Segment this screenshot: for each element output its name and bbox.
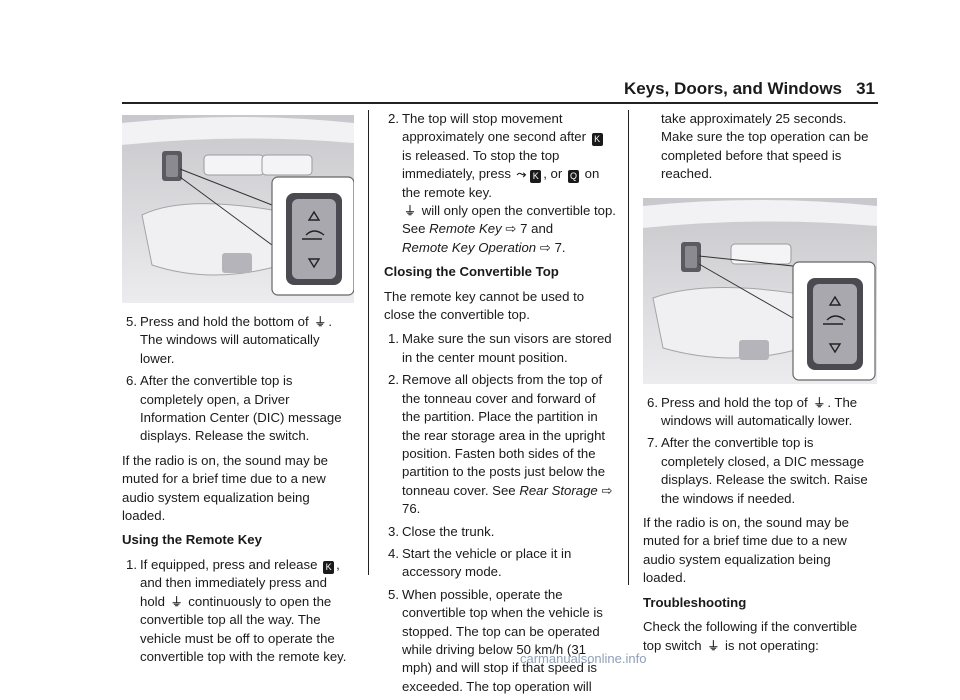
convertible-top-icon: ⏚ bbox=[170, 594, 183, 609]
column-2 bbox=[384, 110, 616, 700]
header-rule bbox=[122, 102, 878, 104]
list-item: 6. Press and hold the top of ⏚ . The windows will automatically lower. bbox=[647, 394, 858, 429]
switch-illustration bbox=[122, 115, 354, 303]
unlock-key-icon: K bbox=[530, 170, 541, 183]
paragraph: If the radio is on, the sound may be muted for a brief time due to a new audio system equalization being loaded. bbox=[643, 515, 849, 586]
arrow-icon: ⇨ bbox=[539, 239, 551, 255]
paragraph: The remote key cannot be used to close the convertible top. bbox=[384, 288, 585, 323]
arrow-icon: ⇨ bbox=[505, 221, 517, 237]
list-item: 6. After the convertible top is completely open, a Driver Information Center (DIC) message displays. Release the switch. bbox=[126, 373, 342, 444]
list-item: 2. The top will stop movement approximately one second after K is released. To stop the top immediately, press ⤳ K , or Q on the remote key. ⏚ will only open the convertible top. See Remote Key ⇨ 7 and Remote Key Operation ⇨ 7. bbox=[388, 111, 616, 255]
paragraph: If the radio is on, the sound may be muted for a brief time due to a new audio system equalization being loaded. bbox=[122, 452, 328, 524]
door-switch-drawing bbox=[122, 115, 354, 303]
lock-key-icon: Q bbox=[569, 171, 577, 182]
subheading: Closing the Convertible Top bbox=[384, 264, 559, 280]
column-3 bbox=[643, 110, 877, 661]
list-item: 5. Press and hold the bottom of ⏚ . The windows will automatically lower. bbox=[126, 314, 332, 366]
column-1 bbox=[122, 110, 354, 670]
column-divider bbox=[368, 110, 369, 575]
section-title: Keys, Doors, and Windows bbox=[623, 79, 842, 98]
convertible-top-icon: ⏚ bbox=[314, 315, 327, 329]
list-item: 1. Make sure the sun visors are stored in the center mount position. bbox=[388, 331, 612, 365]
cross-reference[interactable]: Remote Key bbox=[429, 221, 502, 237]
cross-reference[interactable]: Rear Storage bbox=[519, 482, 598, 498]
watermark: carmanualsonline.info bbox=[520, 651, 647, 666]
convertible-top-icon: ⏚ bbox=[404, 204, 417, 219]
switch-illustration bbox=[643, 198, 877, 384]
convertible-top-icon: ⏚ bbox=[813, 395, 826, 410]
unlock-key-icon: K bbox=[323, 561, 334, 574]
convertible-top-icon: ⏚ bbox=[707, 638, 720, 653]
list-item: 5. When possible, operate the convertible top when the vehicle is stopped. The top can be operated while driving below 50 km/h (31 mph) and will stop if that speed is exceeded. The top operation will bbox=[388, 586, 603, 694]
unlock-key-icon: K bbox=[592, 133, 603, 146]
door-switch-drawing bbox=[643, 198, 877, 384]
page-number: 31 bbox=[856, 79, 875, 98]
paragraph: Check the following if the convertible top switch ⏚ is not operating: bbox=[643, 618, 877, 655]
cross-reference[interactable]: Remote Key Operation bbox=[402, 239, 537, 255]
list-item: 1. If equipped, press and release K , and then immediately press and hold ⏚ continuously to open the convertible top all the way. The vehicle must be off to operate the convertible top with the remote key. bbox=[126, 556, 347, 664]
subheading: Troubleshooting bbox=[643, 594, 747, 610]
continued-text: take approximately 25 seconds. Make sure the top operation can be completed before that speed is reached. bbox=[661, 111, 869, 182]
column-divider bbox=[628, 110, 629, 585]
list-item: 4. Start the vehicle or place it in accessory mode. bbox=[388, 545, 572, 580]
list-item: 3. Close the trunk. bbox=[388, 523, 495, 539]
list-item: 7. After the convertible top is completely closed, a DIC message displays. Release the switch. Raise the windows if needed. bbox=[647, 435, 868, 506]
list-item: 2. Remove all objects from the top of the tonneau cover and forward of the partition. Place the partition in the rear storage area in the upright position. Fasten both sides of the partition to the posts just below the tonneau cover. See Rear Storage ⇨ 76. bbox=[388, 372, 613, 517]
arrow-icon: ⇨ bbox=[601, 482, 613, 498]
subheading: Using the Remote Key bbox=[122, 532, 262, 548]
trunk-icon: ⤳ bbox=[516, 167, 527, 182]
